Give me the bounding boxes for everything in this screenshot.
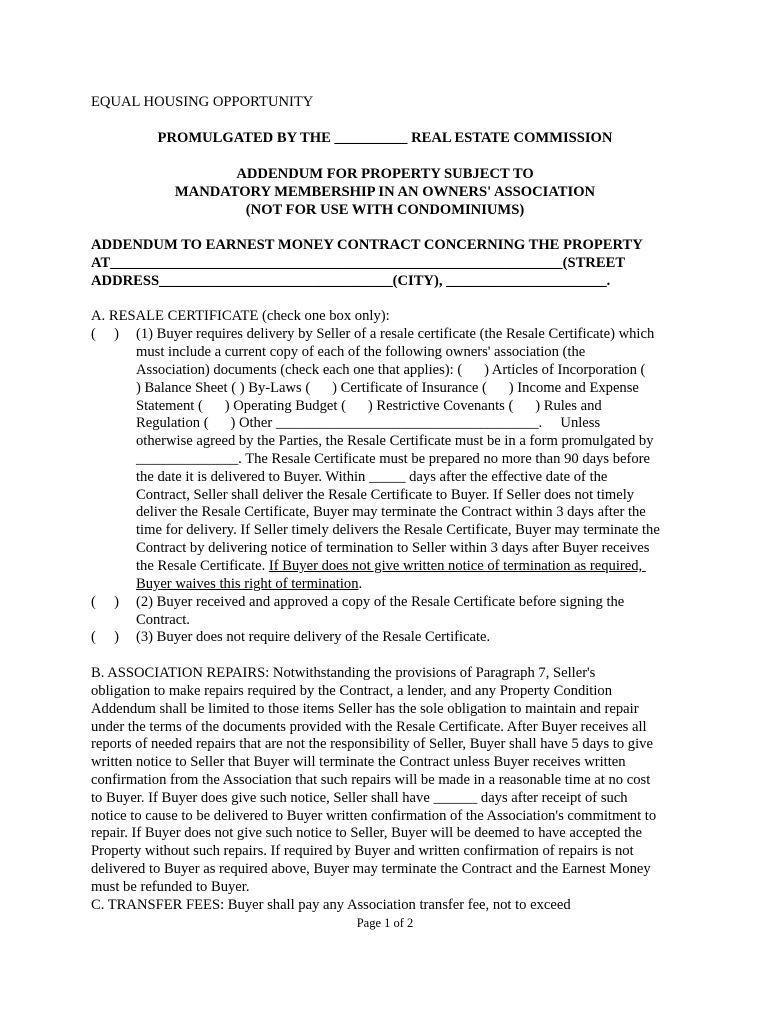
waiver-period: .: [358, 576, 363, 592]
property-line-2: AT______________________________________________________________(STREET: [91, 255, 626, 271]
option-2-line: (2) Buyer received and approved a copy of the Resale Certificate before signing the: [136, 594, 625, 610]
section-b-line: Addendum shall be limited to those items Seller has the sole obligation to maintain and repair: [91, 701, 639, 717]
option-2-line: Contract.: [136, 612, 190, 628]
page-number: Page 1 of 2: [356, 916, 414, 930]
section-b-line: confirmation from the Association that such repairs will be made in a reasonable time at no cost: [91, 772, 651, 788]
title-line-2: MANDATORY MEMBERSHIP IN AN OWNERS' ASSOCIATION: [174, 184, 596, 200]
section-b-line: reports of needed repairs that are not the responsibility of Seller, Buyer shall have 5 days to give: [91, 736, 653, 752]
option-1-final-line: [136, 576, 362, 594]
option-1-line: ) Balance Sheet ( ) By-Laws ( ) Certificate of Insurance ( ) Income and Expense: [136, 380, 639, 396]
option-1-checkbox[interactable]: ( ): [91, 326, 119, 342]
option-1-line: Contract, Seller shall deliver the Resale Certificate to Buyer. If Seller does not timely: [136, 487, 635, 503]
title-line-1: ADDENDUM FOR PROPERTY SUBJECT TO: [236, 166, 534, 182]
option-1-line: Contract by delivering notice of termination to Seller within 3 days after Buyer receives: [136, 540, 650, 556]
waiver-underlined-text: If Buyer does not give written notice of termination as required,: [268, 558, 646, 574]
option-1-line: Statement ( ) Operating Budget ( ) Restrictive Covenants ( ) Rules and: [136, 398, 602, 414]
option-3-checkbox[interactable]: ( ): [91, 629, 119, 645]
section-b-line: Property without such repairs. If required by Buyer and written confirmation of repairs is not: [91, 843, 634, 859]
option-1-line: Association) documents (check each one that applies): ( ) Articles of Incorporation (: [136, 362, 646, 378]
option-1-line: time for delivery. If Seller timely delivers the Resale Certificate, Buyer may terminate the: [136, 522, 660, 538]
option-1-line: must include a current copy of each of the following owners' association (the: [136, 344, 586, 360]
option-1-line: (1) Buyer requires delivery by Seller of a resale certificate (the Resale Certificate) which: [136, 326, 655, 342]
promulgated-line: PROMULGATED BY THE __________ REAL ESTATE COMMISSION: [157, 130, 613, 146]
property-line-3: ADDRESS________________________________(CITY), ______________________.: [91, 273, 611, 289]
title-line-3: (NOT FOR USE WITH CONDOMINIUMS): [245, 202, 525, 218]
option-2-checkbox[interactable]: ( ): [91, 594, 119, 610]
section-b-line: B. ASSOCIATION REPAIRS: Notwithstanding the provisions of Paragraph 7, Seller's: [91, 665, 596, 681]
equal-housing-label: EQUAL HOUSING OPPORTUNITY: [91, 94, 314, 110]
section-b-line: repair. If Buyer does not give such notice to Seller, Buyer will be deemed to have accepted the: [91, 825, 642, 841]
section-b-line: must be refunded to Buyer.: [91, 879, 250, 895]
option-1-line: Regulation ( ) Other ____________________________________. Unless: [136, 415, 601, 431]
section-b-line: obligation to make repairs required by the Contract, a lender, and any Property Condition: [91, 683, 612, 699]
section-c-line: C. TRANSFER FEES: Buyer shall pay any Association transfer fee, not to exceed: [91, 897, 571, 913]
option-1-line: otherwise agreed by the Parties, the Resale Certificate must be in a form promulgated by: [136, 433, 654, 449]
section-b-line: written notice to Seller that Buyer will terminate the Contract unless Buyer receives written: [91, 754, 626, 770]
option-1-waiver-line: [136, 558, 646, 576]
option-1-line: ______________. The Resale Certificate must be prepared no more than 90 days before: [136, 451, 651, 467]
option-3-line: (3) Buyer does not require delivery of the Resale Certificate.: [136, 629, 491, 645]
section-a-heading: A. RESALE CERTIFICATE (check one box only):: [91, 308, 390, 324]
waiver-underlined-final: Buyer waives this right of termination: [136, 576, 359, 592]
option-1-line: deliver the Resale Certificate, Buyer may terminate the Contract within 3 days after the: [136, 504, 646, 520]
waiver-plain-text: the Resale Certificate.: [136, 558, 269, 574]
section-b-line: under the terms of the documents provided with the Resale Certificate. After Buyer receives all: [91, 719, 647, 735]
option-1-line: the date it is delivered to Buyer. Within _____ days after the effective date of the: [136, 469, 608, 485]
section-b-line: notice to cause to be delivered to Buyer written confirmation of the Association's commitment to: [91, 808, 657, 824]
property-line-1: ADDENDUM TO EARNEST MONEY CONTRACT CONCERNING THE PROPERTY: [91, 237, 643, 253]
section-b-line: to Buyer. If Buyer does give such notice, Seller shall have ______ days after receipt of such: [91, 790, 628, 806]
section-b-line: delivered to Buyer as required above, Buyer may terminate the Contract and the Earnest Money: [91, 861, 651, 877]
